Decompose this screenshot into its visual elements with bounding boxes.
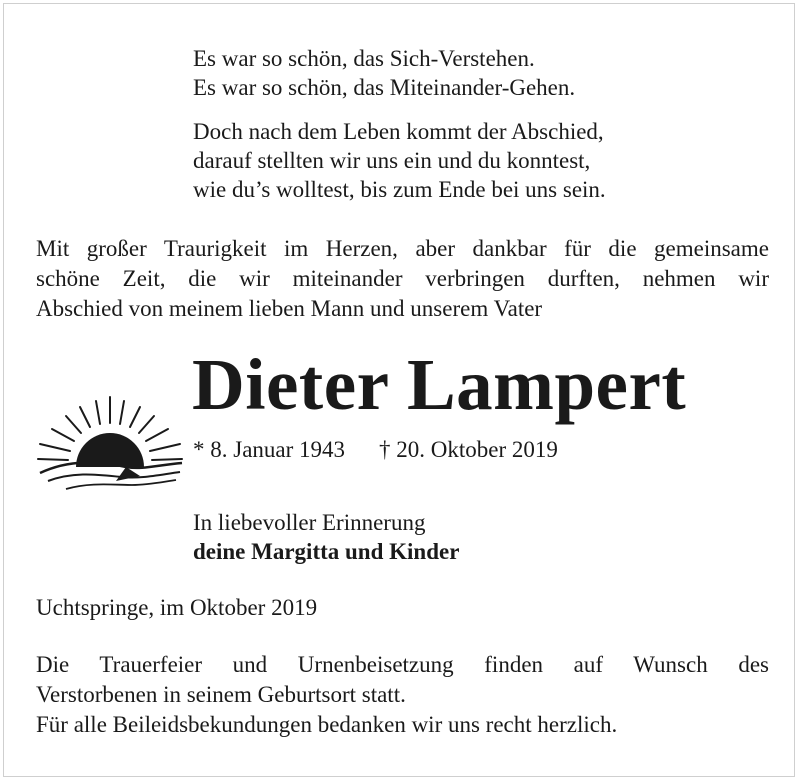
closing-line: Für alle Beileidsbekundungen bedanken wir uns recht herzlich.: [36, 712, 618, 737]
mourners-line: deine Margitta und Kinder: [193, 539, 460, 564]
life-dates: [193, 435, 558, 464]
intro-line: schöne Zeit, die wir miteinander verbringen durften, nehmen wir: [36, 266, 769, 291]
closing-line: Verstorbenen in seinem Geburtsort statt.: [36, 682, 406, 707]
birth-date: * 8. Januar 1943: [193, 437, 346, 462]
place-date: Uchtspringe, im Oktober 2019: [36, 595, 318, 620]
sunset-over-hills-icon: [30, 375, 190, 495]
intro-line: Abschied von meinem lieben Mann und unserem Vater: [36, 296, 543, 321]
closing-line: Die Trauerfeier und Urnenbeisetzung finden auf Wunsch des: [36, 652, 769, 677]
poem-line: darauf stellten wir uns ein und du konntest,: [193, 148, 591, 173]
deceased-name: Dieter Lampert: [192, 344, 687, 425]
poem-line: Es war so schön, das Miteinander-Gehen.: [193, 75, 576, 100]
poem-line: Es war so schön, das Sich-Verstehen.: [193, 46, 535, 71]
poem-line: Doch nach dem Leben kommt der Abschied,: [193, 119, 604, 144]
death-date: † 20. Oktober 2019: [379, 437, 558, 462]
poem-line: wie du’s wolltest, bis zum Ende bei uns sein.: [193, 177, 606, 202]
intro-line: Mit großer Traurigkeit im Herzen, aber dankbar für die gemeinsame: [36, 236, 769, 261]
memory-line: In liebevoller Erinnerung: [193, 510, 426, 535]
